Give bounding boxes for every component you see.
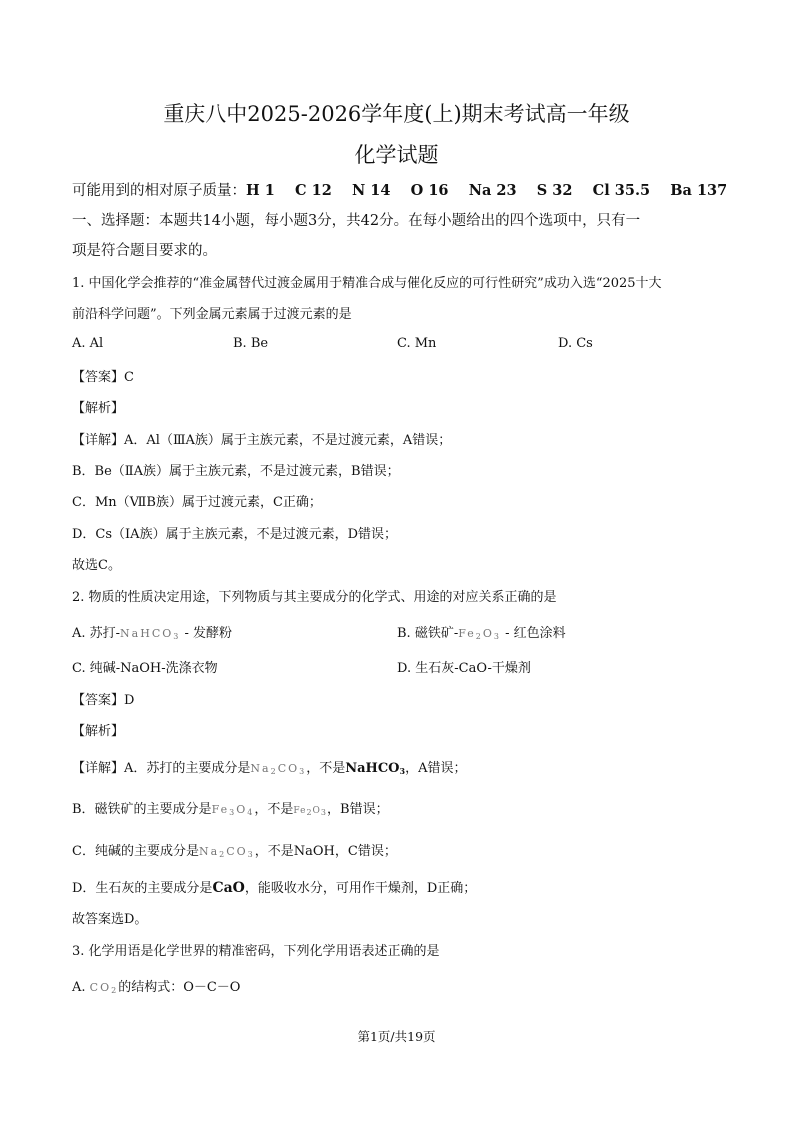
detail-text: A．Al（ⅢA族）属于主族元素，不是过渡元素，A错误； bbox=[124, 433, 452, 448]
atomic-mass-line bbox=[72, 179, 727, 200]
formula-bold bbox=[345, 761, 405, 776]
section-instruction-line2: 项是符合题目要求的。 bbox=[72, 243, 217, 259]
q2-option-b bbox=[397, 622, 566, 641]
formula-text: CO bbox=[89, 981, 112, 994]
answer-tag: 【答案】 bbox=[72, 370, 125, 385]
q2-detail-d bbox=[72, 877, 476, 896]
q3-option-a-label: A. bbox=[72, 980, 86, 995]
answer-value: D bbox=[124, 693, 135, 708]
answer-value: C bbox=[124, 370, 134, 385]
formula-subscript: 2 bbox=[219, 850, 227, 859]
formula-subscript: 3 bbox=[299, 767, 307, 776]
formula-subscript: 3 bbox=[320, 808, 328, 817]
atomic-mass-prefix: 可能用到的相对原子质量： bbox=[72, 183, 246, 199]
q1-stem-line1: 1. 中国化学会推荐的“准金属替代过渡金属用于精准合成与催化反应的可行性研究”成功入选“2025十大 bbox=[72, 276, 662, 291]
formula-text: O bbox=[482, 627, 494, 640]
detail-text: ，不是 bbox=[254, 802, 294, 817]
formula-subscript: 4 bbox=[247, 808, 255, 817]
q2-option-b-formula bbox=[458, 627, 501, 640]
formula-subscript: 3 bbox=[399, 766, 406, 776]
formula-text: NaHCO bbox=[345, 761, 400, 776]
formula-text: Na bbox=[250, 762, 271, 775]
q3-option-a bbox=[72, 976, 240, 995]
detail-text: D．生石灰的主要成分是 bbox=[72, 881, 213, 896]
q1-stem-line2: 前沿科学问题”。下列金属元素属于过渡元素的是 bbox=[72, 307, 352, 322]
q1-conclusion: 故选C。 bbox=[72, 558, 121, 573]
formula-text: O bbox=[312, 806, 321, 816]
q2-detail-c bbox=[72, 840, 397, 859]
formula-subscript: 3 bbox=[173, 632, 181, 641]
formula bbox=[293, 806, 327, 816]
formula-text: CO bbox=[226, 845, 248, 858]
formula-subscript: 2 bbox=[475, 632, 483, 641]
q1-analysis-tag: 【解析】 bbox=[72, 401, 125, 416]
formula-subscript: 2 bbox=[111, 986, 119, 995]
detail-tag: 【详解】 bbox=[72, 433, 125, 448]
q2-conclusion: 故答案选D。 bbox=[72, 912, 148, 927]
q2-option-b-label: B. 磁铁矿- bbox=[397, 626, 459, 641]
q2-option-c: C. 纯碱-NaOH-洗涤衣物 bbox=[72, 661, 218, 676]
formula bbox=[90, 981, 119, 994]
q2-option-a-use: - 发酵粉 bbox=[180, 626, 233, 641]
detail-text: ，B错误； bbox=[327, 802, 389, 817]
atomic-mass-values: H 1 C 12 N 14 O 16 Na 23 S 32 Cl 35.5 Ba 137 bbox=[246, 182, 728, 199]
q1-detail-c: C．Mn（ⅦB族）属于过渡元素，C正确； bbox=[72, 495, 322, 510]
formula-text: Fe bbox=[211, 803, 230, 816]
q3-stem: 3. 化学用语是化学世界的精准密码，下列化学用语表述正确的是 bbox=[72, 944, 440, 959]
q1-detail-b: B．Be（ⅡA族）属于主族元素，不是过渡元素，B错误； bbox=[72, 464, 400, 479]
q2-answer bbox=[72, 689, 134, 708]
exam-title: 重庆八中2025-2026学年度(上)期末考试高一年级 bbox=[163, 102, 630, 126]
q2-option-b-use: - 红色涂料 bbox=[500, 626, 566, 641]
q2-detail-a bbox=[72, 757, 466, 776]
formula-subscript: 3 bbox=[229, 808, 237, 817]
formula bbox=[250, 762, 306, 775]
q2-option-a bbox=[72, 622, 232, 641]
section-instruction-line1: 一、选择题：本题共14小题，每小题3分，共42分。在每小题给出的四个选项中，只有一 bbox=[72, 213, 641, 229]
exam-subtitle: 化学试题 bbox=[354, 143, 439, 167]
formula-text: NaHCO bbox=[120, 627, 174, 640]
formula-subscript: 3 bbox=[247, 850, 255, 859]
formula-text: Fe bbox=[458, 627, 476, 640]
formula bbox=[212, 803, 255, 816]
formula bbox=[199, 845, 255, 858]
page-footer: 第1页/共19页 bbox=[357, 1029, 436, 1044]
detail-text: ，A错误； bbox=[405, 761, 467, 776]
formula-subscript: 3 bbox=[493, 632, 501, 641]
detail-text: B．磁铁矿的主要成分是 bbox=[72, 802, 212, 817]
q1-option-d: D. Cs bbox=[558, 336, 593, 351]
detail-text: ，不是 bbox=[306, 761, 346, 776]
q1-option-c: C. Mn bbox=[397, 336, 437, 351]
q2-detail-b bbox=[72, 798, 389, 817]
formula-text: CO bbox=[277, 762, 300, 775]
q1-answer bbox=[72, 366, 134, 385]
detail-text: A．苏打的主要成分是 bbox=[124, 761, 251, 776]
formula-text: O bbox=[236, 803, 248, 816]
q1-option-b: B. Be bbox=[233, 336, 269, 351]
formula-text: Na bbox=[198, 845, 220, 858]
formula-bold: CaO bbox=[212, 880, 245, 896]
q1-detail-d: D．Cs（ⅠA族）属于主族元素，不是过渡元素，D错误； bbox=[72, 527, 397, 542]
formula-subscript: 2 bbox=[306, 808, 313, 817]
q1-detail-a bbox=[72, 429, 451, 448]
detail-tag: 【详解】 bbox=[72, 761, 125, 776]
q2-option-a-label: A. 苏打- bbox=[72, 626, 121, 641]
detail-text: ，不是NaOH，C错误； bbox=[254, 844, 397, 859]
q2-stem: 2. 物质的性质决定用途，下列物质与其主要成分的化学式、用途的对应关系正确的是 bbox=[72, 590, 557, 605]
detail-text: C．纯碱的主要成分是 bbox=[72, 844, 199, 859]
detail-text: ，能吸收水分，可用作干燥剂，D正确； bbox=[244, 881, 477, 896]
answer-tag: 【答案】 bbox=[72, 693, 125, 708]
formula-subscript: 2 bbox=[270, 767, 278, 776]
q2-option-a-formula bbox=[120, 627, 180, 640]
q2-analysis-tag: 【解析】 bbox=[72, 724, 125, 739]
q1-option-a: A. Al bbox=[72, 336, 104, 351]
q3-option-a-text: 的结构式：O－C－O bbox=[118, 980, 241, 995]
formula-text: Fe bbox=[293, 806, 307, 816]
q2-option-d: D. 生石灰-CaO-干燥剂 bbox=[397, 661, 531, 676]
